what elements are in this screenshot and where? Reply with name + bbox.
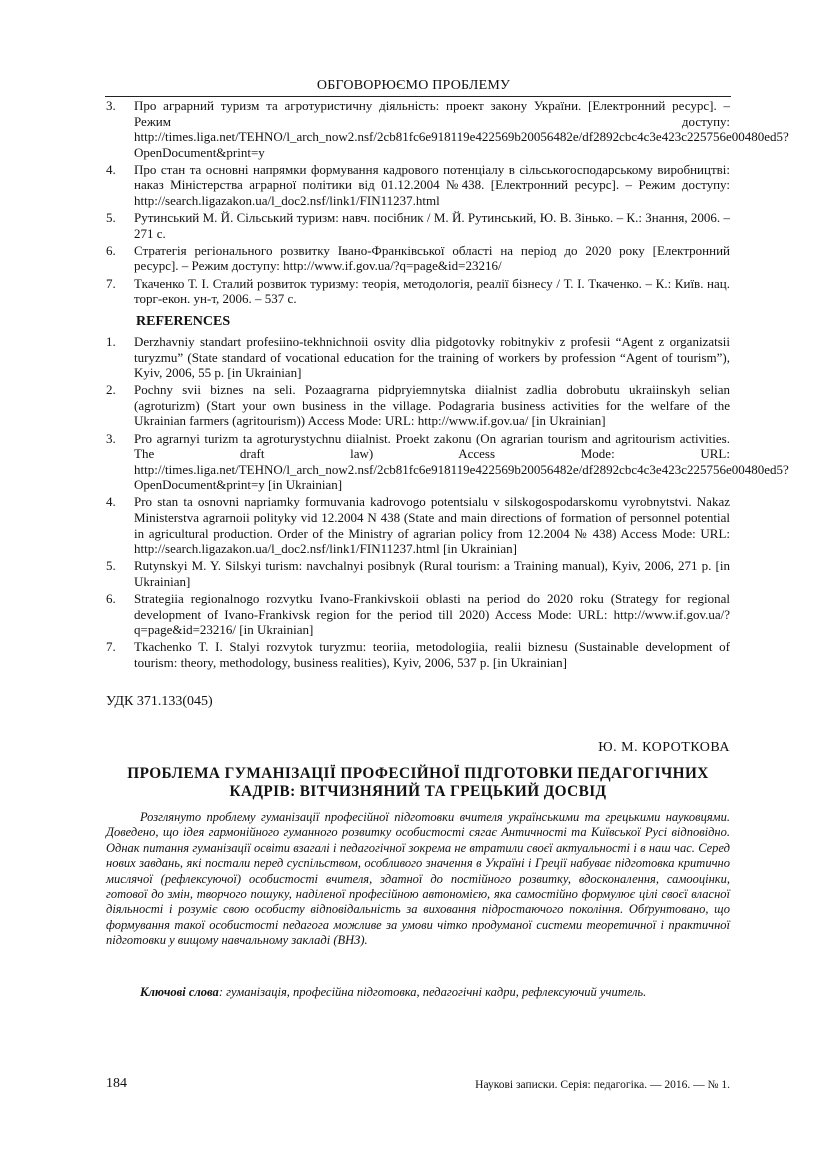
reference-number: 4. <box>106 161 116 177</box>
ukrainian-reference-list <box>106 98 789 308</box>
reference-text: Pochny svii biznes na seli. Pozaagrarna pidpryiemnytska diialnist zadlia dobrobutu ukraiinskyh selian (agroturizm) (Start your own business in the village. Podagraria business activities for the welfare of the Ukrainian farmers (agritourism)) Access Mode: URL: http://www.if.gov.ua/ [in Ukrainian] <box>134 382 730 429</box>
reference-item <box>106 98 789 160</box>
reference-item <box>106 276 730 307</box>
reference-number: 3. <box>106 98 116 113</box>
reference-text: Tkachenko T. I. Stalyi rozvytok turyzmu: teoriia, metodologiia, realii biznesu (Sustainable development of tourism: theory, methodology, business realities), Kyiv, 2006, 537 p. [in Ukrainian] <box>134 639 730 670</box>
reference-number: 4. <box>106 494 116 510</box>
reference-text: Pro stan ta osnovni napriamky formuvania kadrovogo potentsialu v silskogospodarskomu vyrobnytstvi. Nakaz Ministerstva agrarnoii polityky vid 12.2004 N 438 (State and main directions of formation of personnel potential in agricultural production. Order of the Ministry of agrarian policy from 12.2004 № 438) Access Mode: URL: http://search.ligazakon.ua/l_doc2.nsf/link1/FIN11237.html [in Ukrainian] <box>134 494 730 557</box>
reference-item <box>106 334 730 381</box>
journal-footer: Наукові записки. Серія: педагогіка. — 2016. — № 1. <box>475 1079 730 1091</box>
reference-item <box>106 162 730 209</box>
article-title: ПРОБЛЕМА ГУМАНІЗАЦІЇ ПРОФЕСІЙНОЇ ПІДГОТОВКИ ПЕДАГОГІЧНИХ КАДРІВ: ВІТЧИЗНЯНИЙ ТА ГРЕЦЬКИЙ ДОСВІД <box>127 765 709 800</box>
reference-text: Pro agrarnyi turizm ta agroturystychnu diialnist. Proekt zakonu (On agrarian tourism and agritourism activities. The draft law) Access Mode: URL: http://times.liga.net/TEHNO/l_arch_now2.nsf/2cb81fc6e918119e422569b20056482e/df2892cbc4c3e423c225756e00480ed5?OpenDocument&print=y [in Ukrainian] <box>134 430 789 493</box>
english-reference-list <box>106 334 789 672</box>
reference-item <box>106 639 730 670</box>
keywords-line <box>106 985 730 1000</box>
article-abstract: Розглянуто проблему гуманізації професійної підготовки вчителя українськими та грецькими науковцями. Доведено, що ідея гармонійного гуманного розвитку особистості сягає Античності та Київської Русі відповідно. Однак питання гуманізації освіти взагалі і педагогічної зокрема не втратили своєї актуальності і в наш час. Серед нових завдань, які постали перед суспільством, особливого значення в Україні і Греції набуває підготовка критично мислячої (рефлексуючої) особистості вчителя, здатної до постійного розвитку, вдосконалення, самооцінки, готової до змін, творчого пошуку, наділеної професійною автономією, яка самостійно формулює цілі своєї власної діяльності і розуміє свою особисту відповідальність за виховання підростаючого покоління. Обґрунтовано, що формування такої особистості педагога можливе за умови чітко продуманої системи теоретичної і практичної підготовки у вищому навчальному закладі (ВНЗ). <box>106 810 730 948</box>
reference-item <box>106 430 789 493</box>
reference-number: 6. <box>106 591 116 606</box>
reference-item <box>106 243 730 274</box>
reference-text: Rutynskyi M. Y. Silskyi turism: navchalnyi posibnyk (Rural tourism: a Training manual), Kyiv, 2006, 271 p. [in Ukrainian] <box>134 558 730 589</box>
reference-text: Про стан та основні напрямки формування кадрового потенціалу в сільськогосподарському виробництві: наказ Міністерства аграрної політики від 01.12.2004 №438. [Електронний ресурс]. – Режим доступу: http://search.ligazakon.ua/l_doc2.nsf/link1/FIN11237.html <box>134 161 730 209</box>
reference-number: 1. <box>106 334 116 349</box>
page-number: 184 <box>106 1076 127 1091</box>
reference-number: 5. <box>106 558 116 574</box>
article-author: Ю. М. КОРОТКОВА <box>598 740 730 755</box>
keywords-text: : гуманізація, професійна підготовка, педагогічні кадри, рефлексуючий учитель. <box>218 985 647 999</box>
header-rule <box>105 96 731 97</box>
running-head: ОБГОВОРЮЄМО ПРОБЛЕМУ <box>316 78 511 93</box>
reference-number: 7. <box>106 275 116 291</box>
reference-item <box>106 210 730 241</box>
reference-number: 7. <box>106 639 116 655</box>
reference-text: Рутинський М. Й. Сільський туризм: навч. посібник / М. Й. Рутинський, Ю. В. Зінько. – К.: Знання, 2006. – 271 с. <box>134 210 730 241</box>
reference-item <box>106 494 730 556</box>
reference-text: Strategiia regionalnogo rozvytku Ivano-Frankivskoii oblasti na period do 2020 roku (Strategy for regional development of Ivano-Frankivsk region for the period till 2020) Access Mode: URL: http://www.if.gov.ua/?q=page&id=23216/ [in Ukrainian] <box>134 591 730 638</box>
reference-text: Про аграрний туризм та агротуристичну діяльність: проект закону України. [Електронний ресурс]. – Режим доступу: http://times.liga.net/TEHNO/l_arch_now2.nsf/2cb81fc6e918119e422569b20056482e/df2892cbc4c3e423c225756e00480ed5?OpenDocument&print=y <box>134 98 789 160</box>
reference-item <box>106 558 730 589</box>
reference-number: 3. <box>106 430 116 446</box>
reference-item <box>106 591 730 638</box>
reference-item <box>106 382 730 429</box>
reference-text: Стратегія регіонального розвитку Івано-Франківської області на період до 2020 року [Електронний ресурс]. – Режим доступу: http://www.if.gov.ua/?q=page&id=23216/ <box>134 242 730 274</box>
reference-number: 6. <box>106 242 116 258</box>
udk-code: УДК 371.133(045) <box>106 694 213 709</box>
references-heading: REFERENCES <box>136 314 231 329</box>
reference-number: 5. <box>106 210 116 226</box>
reference-text: Ткаченко Т. І. Сталий розвиток туризму: теорія, методологія, реалії бізнесу / Т. І. Ткаченко. – К.: Київ. нац. торг-екон. ун-т, 2006. – 537 с. <box>134 275 730 307</box>
reference-text: Derzhavniy standart profesiino-tekhnichnoii osvity dlia pidgotovky robitnykiv z profesii “Agent z organizatsii turyzmu” (State standard of vocational education for the training of workers by profession “Agent of tourism”), Kyiv, 2006, 55 p. [in Ukrainian] <box>134 334 730 381</box>
keywords-label: Ключові слова <box>140 985 219 999</box>
reference-number: 2. <box>106 382 116 398</box>
